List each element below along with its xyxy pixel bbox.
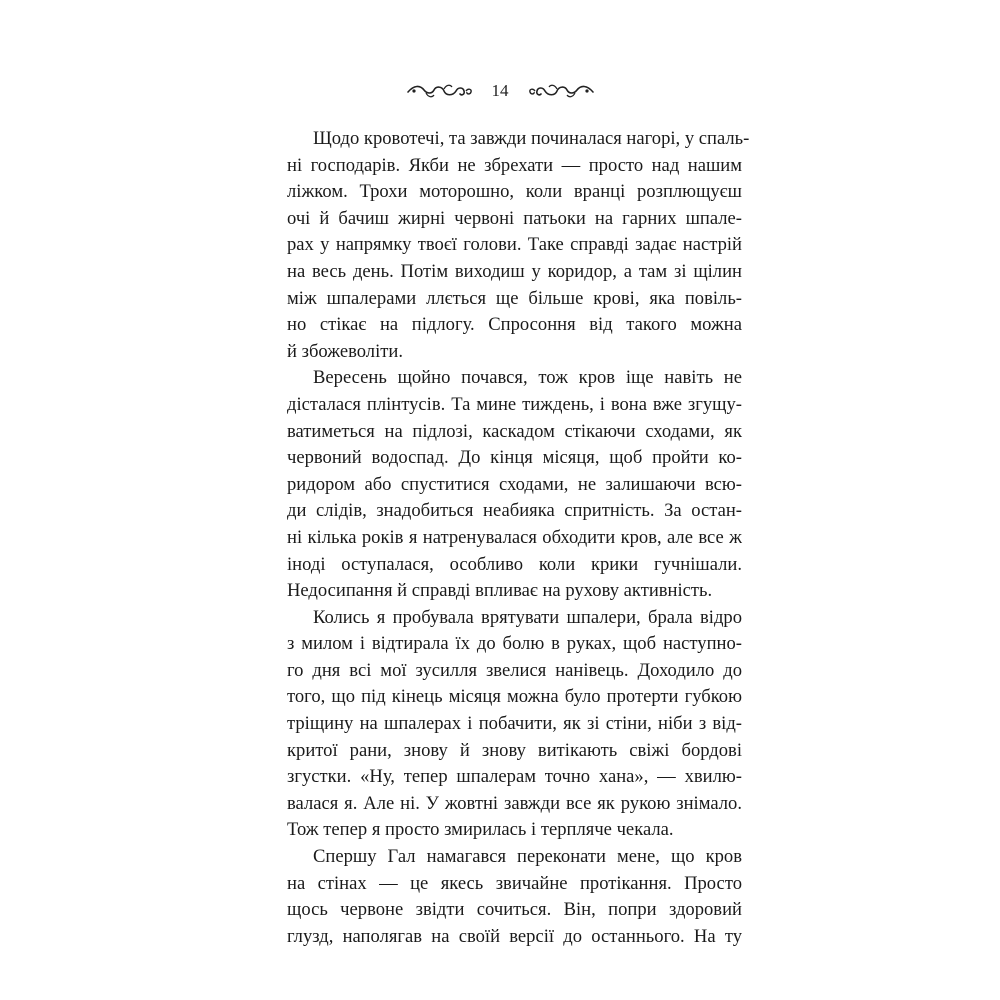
page-header xyxy=(0,76,1000,106)
text-line: ридором або спуститися сходами, не залишаючи всю- xyxy=(287,473,742,495)
text-line: з милом і відтирала їх до болю в руках, щоб наступно- xyxy=(287,633,742,655)
text-line: глузд, наполягав на своїй версії до останнього. На ту xyxy=(287,925,742,947)
text-line: Щодо кровотечі, та завжди починалася нагорі, у спаль- xyxy=(313,128,750,149)
text-line: ліжком. Трохи моторошно, коли вранці розплющуєш xyxy=(287,181,742,203)
text-line: дісталася плінтусів. Та мине тиждень, і вона вже згущу- xyxy=(287,393,742,415)
text-line: ди слідів, знадобиться неабияка спритність. За остан- xyxy=(287,500,742,522)
text-line: тріщину на шпалерах і побачити, як зі стіни, ніби з від- xyxy=(287,713,742,735)
text-line: критої рани, знову й знову витікають свіжі бордові xyxy=(287,739,742,761)
page-number: 14 xyxy=(491,81,509,100)
text-line: згустки. «Ну, тепер шпалерам точно хана», — хвилю- xyxy=(287,766,742,788)
paragraph-2 xyxy=(287,365,742,604)
text-line: го дня всі мої зусилля звелися нанівець. Доходило до xyxy=(287,659,742,681)
text-line: Тож тепер я просто змирилась і терпляче чекала. xyxy=(287,819,674,841)
text-line: на стінах — це якесь звичайне протікання. Просто xyxy=(287,872,742,894)
text-line: на весь день. Потім виходиш у коридор, а там зі щілин xyxy=(287,260,742,282)
paragraph-4 xyxy=(287,844,742,950)
text-line: очі й бачиш жирні червоні патьоки на гарних шпале- xyxy=(287,207,742,229)
text-line: Спершу Гал намагався переконати мене, що кров xyxy=(313,846,742,868)
text-line: червоний водоспад. До кінця місяця, щоб пройти ко- xyxy=(287,447,742,469)
text-line: іноді оступалася, особливо коли крики гучнішали. xyxy=(287,553,742,575)
paragraph-3 xyxy=(287,605,742,844)
body-text xyxy=(287,126,750,950)
text-line: Колись я пробувала врятувати шпалери, брала відро xyxy=(313,606,742,628)
text-line: Недосипання й справді впливає на рухову активність. xyxy=(287,580,713,602)
text-line: того, що під кінець місяця можна було протерти губкою xyxy=(287,686,742,708)
text-line: між шпалерами ллється ще більше крові, яка повіль- xyxy=(287,287,742,309)
flourish-left-icon xyxy=(406,81,474,101)
text-line: рах у напрямку твоєї голови. Таке справді задає настрій xyxy=(287,234,742,256)
text-line: ні господарів. Якби не збрехати — просто над нашим xyxy=(287,154,742,176)
text-line: валася я. Але ні. У жовтні завжди все як рукою знімало. xyxy=(287,792,742,814)
paragraph-1 xyxy=(287,126,750,365)
text-line: щось червоне звідти сочиться. Він, попри здоровий xyxy=(287,899,742,921)
text-line: й збожеволіти. xyxy=(287,340,403,362)
text-line: ні кілька років я натренувалася обходити кров, але все ж xyxy=(287,526,742,548)
flourish-right-icon xyxy=(527,81,595,101)
text-line: ватиметься на підлозі, каскадом стікаючи сходами, як xyxy=(287,420,742,442)
text-line: но стікає на підлогу. Спросоння від такого можна xyxy=(287,314,742,336)
text-line: Вересень щойно почався, тож кров іще навіть не xyxy=(313,367,742,389)
